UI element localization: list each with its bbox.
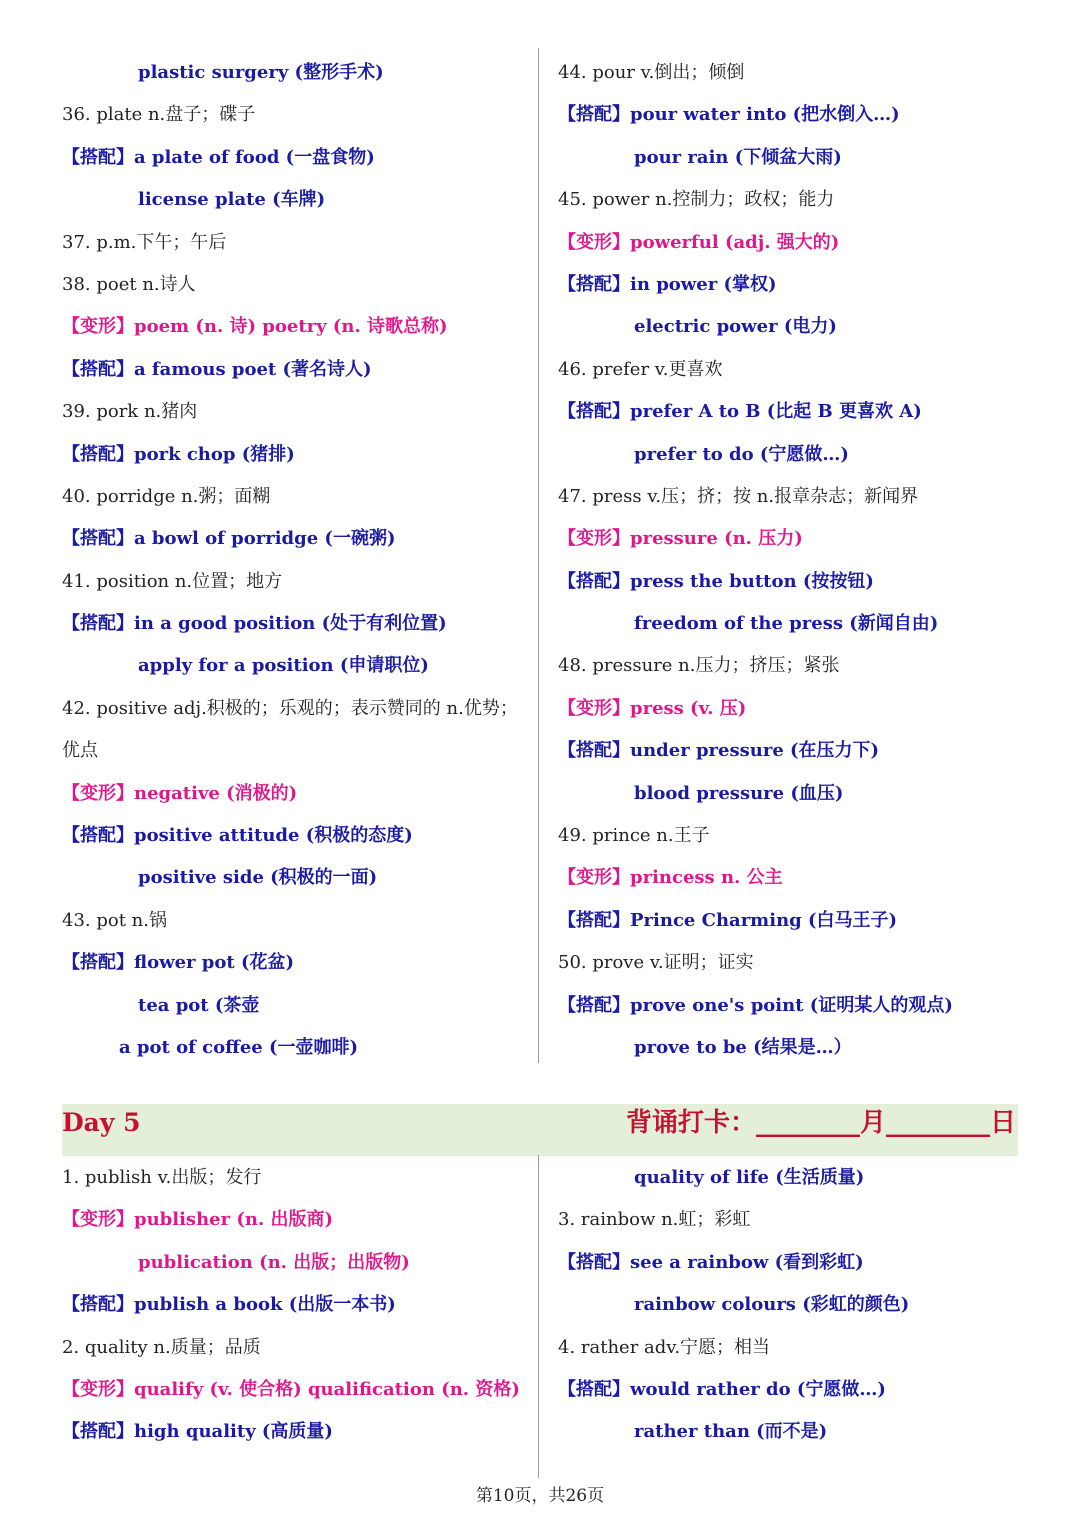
text-line [558, 1027, 1028, 1069]
day-title: Day 5 [62, 1108, 141, 1137]
entry-text: license plate (车牌) [138, 189, 326, 211]
entry-tag: 【搭配】 [62, 613, 134, 635]
entry-tag: 【搭配】 [558, 1378, 630, 1400]
column-divider-top [538, 48, 539, 1063]
entry-tag: 【搭配】 [558, 740, 630, 762]
text-line [558, 645, 1028, 687]
entry-text: 42. positive adj.积极的；乐观的；表示赞同的 n.优势； [62, 697, 518, 719]
text-line [62, 264, 532, 306]
entry-text: 44. pour v.倒出；倾倒 [558, 62, 745, 83]
entry-text: 36. plate n.盘子；碟子 [62, 104, 256, 126]
entry-tag: 【搭配】 [62, 1421, 134, 1443]
entry-text: pork chop (猪排) [134, 443, 295, 465]
text-line [62, 222, 532, 264]
text-line [558, 137, 1028, 179]
entry-tag: 【搭配】 [62, 358, 134, 380]
text-line [558, 985, 1028, 1027]
entry-tag: 【变形】 [558, 697, 630, 719]
entry-text: in power (掌权) [630, 273, 777, 295]
text-line [62, 1199, 532, 1241]
day-header-bar [62, 1104, 1018, 1156]
entry-text: princess n. 公主 [630, 867, 783, 889]
entry-text: positive side (积极的一面) [138, 867, 378, 889]
entry-text: plastic surgery (整形手术) [138, 62, 384, 83]
entry-text: 3. rainbow n.虹；彩虹 [558, 1209, 751, 1231]
entry-tag: 【搭配】 [62, 825, 134, 847]
entry-text: 47. press v.压；挤；按 n.报章杂志；新闻界 [558, 485, 919, 507]
text-line [558, 434, 1028, 476]
entry-text: prefer to do (宁愿做…) [634, 443, 849, 465]
entry-tag: 【搭配】 [62, 1294, 134, 1316]
text-line [558, 349, 1028, 391]
entry-tag: 【搭配】 [62, 443, 134, 465]
entry-text: poem (n. 诗) poetry (n. 诗歌总称) [134, 316, 448, 338]
text-line [62, 645, 532, 687]
entry-text: publisher (n. 出版商) [134, 1209, 334, 1231]
entry-text: qualify (v. 使合格) qualification (n. 资格) [134, 1378, 520, 1400]
text-line [558, 94, 1028, 136]
text-line [558, 1242, 1028, 1284]
text-line [558, 1327, 1028, 1369]
text-line [558, 815, 1028, 857]
entry-text: blood pressure (血压) [634, 782, 844, 804]
entry-text: press the button (按按钮) [630, 570, 874, 592]
text-line [62, 179, 532, 221]
entry-text: apply for a position (申请职位) [138, 655, 429, 677]
text-line [62, 688, 532, 730]
text-line [558, 773, 1028, 815]
entry-text: tea pot (茶壶 [138, 994, 260, 1016]
entry-tag: 【变形】 [62, 782, 134, 804]
text-line [62, 137, 532, 179]
entry-text: 2. quality n.质量；品质 [62, 1336, 261, 1358]
entry-text: 4. rather adv.宁愿；相当 [558, 1336, 771, 1358]
entry-tag: 【搭配】 [558, 401, 630, 423]
text-line [62, 900, 532, 942]
text-line [62, 773, 532, 815]
text-line [558, 264, 1028, 306]
entry-text: under pressure (在压力下) [630, 740, 880, 762]
entry-tag: 【搭配】 [62, 952, 134, 974]
text-line [62, 942, 532, 984]
entry-text: 37. p.m.下午；午后 [62, 231, 227, 253]
text-line [62, 1327, 532, 1369]
entry-text: rather than (而不是) [634, 1421, 828, 1443]
entry-tag: 【搭配】 [558, 994, 630, 1016]
entry-tag: 【搭配】 [62, 528, 134, 550]
entry-tag: 【搭配】 [558, 1251, 630, 1273]
entry-text: pour rain (下倾盆大雨) [634, 146, 842, 168]
entry-tag: 【变形】 [558, 867, 630, 889]
entry-text: high quality (高质量) [134, 1421, 333, 1443]
entry-tag: 【搭配】 [558, 273, 630, 295]
text-line [62, 561, 532, 603]
entry-text: quality of life (生活质量) [634, 1167, 865, 1188]
entry-tag: 【变形】 [62, 316, 134, 338]
text-line [62, 52, 532, 94]
text-line [62, 94, 532, 136]
entry-text: 40. porridge n.粥；面糊 [62, 485, 271, 507]
text-line [62, 603, 532, 645]
entry-text: a plate of food (一盘食物) [134, 146, 375, 168]
entry-text: publish a book (出版一本书) [134, 1294, 396, 1316]
text-line [62, 349, 532, 391]
entry-text: see a rainbow (看到彩虹) [630, 1251, 864, 1273]
text-line [62, 857, 532, 899]
text-line [558, 1369, 1028, 1411]
text-line [62, 730, 532, 772]
entry-text: 优点 [62, 740, 98, 762]
entry-text: press (v. 压) [630, 697, 747, 719]
entry-text: pour water into (把水倒入…) [630, 104, 900, 126]
text-line [62, 518, 532, 560]
text-line [62, 434, 532, 476]
entry-tag: 【搭配】 [62, 146, 134, 168]
left-column-bottom [62, 1157, 532, 1454]
entry-text: 38. poet n.诗人 [62, 273, 196, 295]
text-line [62, 1369, 532, 1411]
text-line [558, 1284, 1028, 1326]
entry-tag: 【变形】 [558, 528, 630, 550]
text-line [62, 391, 532, 433]
entry-text: freedom of the press (新闻自由) [634, 613, 939, 635]
entry-text: publication (n. 出版；出版物) [138, 1251, 410, 1273]
text-line [558, 857, 1028, 899]
entry-tag: 【搭配】 [558, 104, 630, 126]
text-line [558, 1157, 1028, 1199]
text-line [62, 1242, 532, 1284]
entry-tag: 【变形】 [62, 1209, 134, 1231]
entry-text: in a good position (处于有利位置) [134, 613, 447, 635]
text-line [62, 306, 532, 348]
page-footer: 第10页，共26页 [475, 1486, 605, 1506]
text-line [558, 561, 1028, 603]
text-line [558, 518, 1028, 560]
right-column-bottom [558, 1157, 1028, 1454]
left-column-top [62, 52, 532, 1069]
text-line [558, 179, 1028, 221]
entry-text: 46. prefer v.更喜欢 [558, 358, 723, 380]
text-line [62, 815, 532, 857]
text-line [558, 52, 1028, 94]
entry-text: 39. pork n.猪肉 [62, 401, 198, 423]
entry-text: 50. prove v.证明；证实 [558, 952, 754, 974]
entry-text: rainbow colours (彩虹的颜色) [634, 1294, 910, 1316]
entry-text: 45. power n.控制力；政权；能力 [558, 189, 835, 211]
text-line [62, 985, 532, 1027]
entry-text: negative (消极的) [134, 782, 298, 804]
text-line [558, 1199, 1028, 1241]
entry-text: a pot of coffee (一壶咖啡) [119, 1036, 359, 1058]
entry-text: 1. publish v.出版；发行 [62, 1167, 262, 1188]
entry-text: Prince Charming (白马王子) [630, 909, 898, 931]
text-line [558, 476, 1028, 518]
text-line [558, 603, 1028, 645]
entry-text: prove one's point (证明某人的观点) [630, 994, 953, 1016]
column-divider-bottom [538, 1155, 539, 1478]
entry-text: positive attitude (积极的态度) [134, 825, 413, 847]
text-line [558, 1411, 1028, 1453]
entry-tag: 【变形】 [62, 1378, 134, 1400]
text-line [62, 1157, 532, 1199]
entry-text: a bowl of porridge (一碗粥) [134, 528, 396, 550]
entry-text: would rather do (宁愿做…) [630, 1378, 886, 1400]
text-line [558, 900, 1028, 942]
entry-text: a famous poet (著名诗人) [134, 358, 372, 380]
text-line [62, 476, 532, 518]
entry-text: prove to be (结果是…） [634, 1036, 852, 1058]
text-line [558, 222, 1028, 264]
text-line [62, 1027, 532, 1069]
entry-text: 48. pressure n.压力；挤压；紧张 [558, 655, 840, 677]
entry-text: 49. prince n.王子 [558, 825, 710, 847]
entry-text: powerful (adj. 强大的) [630, 231, 840, 253]
entry-tag: 【变形】 [558, 231, 630, 253]
text-line [558, 306, 1028, 348]
entry-text: prefer A to B (比起 B 更喜欢 A) [630, 401, 922, 423]
right-column-top [558, 52, 1028, 1069]
entry-tag: 【搭配】 [558, 909, 630, 931]
entry-text: 41. position n.位置；地方 [62, 570, 283, 592]
entry-text: electric power (电力) [634, 316, 837, 338]
entry-tag: 【搭配】 [558, 570, 630, 592]
text-line [558, 391, 1028, 433]
text-line [62, 1284, 532, 1326]
entry-text: pressure (n. 压力) [630, 528, 803, 550]
checkin-line: 背诵打卡：________月________日 [625, 1108, 1016, 1138]
text-line [62, 1411, 532, 1453]
entry-text: flower pot (花盆) [134, 952, 294, 974]
text-line [558, 942, 1028, 984]
text-line [558, 688, 1028, 730]
text-line [558, 730, 1028, 772]
entry-text: 43. pot n.锅 [62, 909, 167, 931]
